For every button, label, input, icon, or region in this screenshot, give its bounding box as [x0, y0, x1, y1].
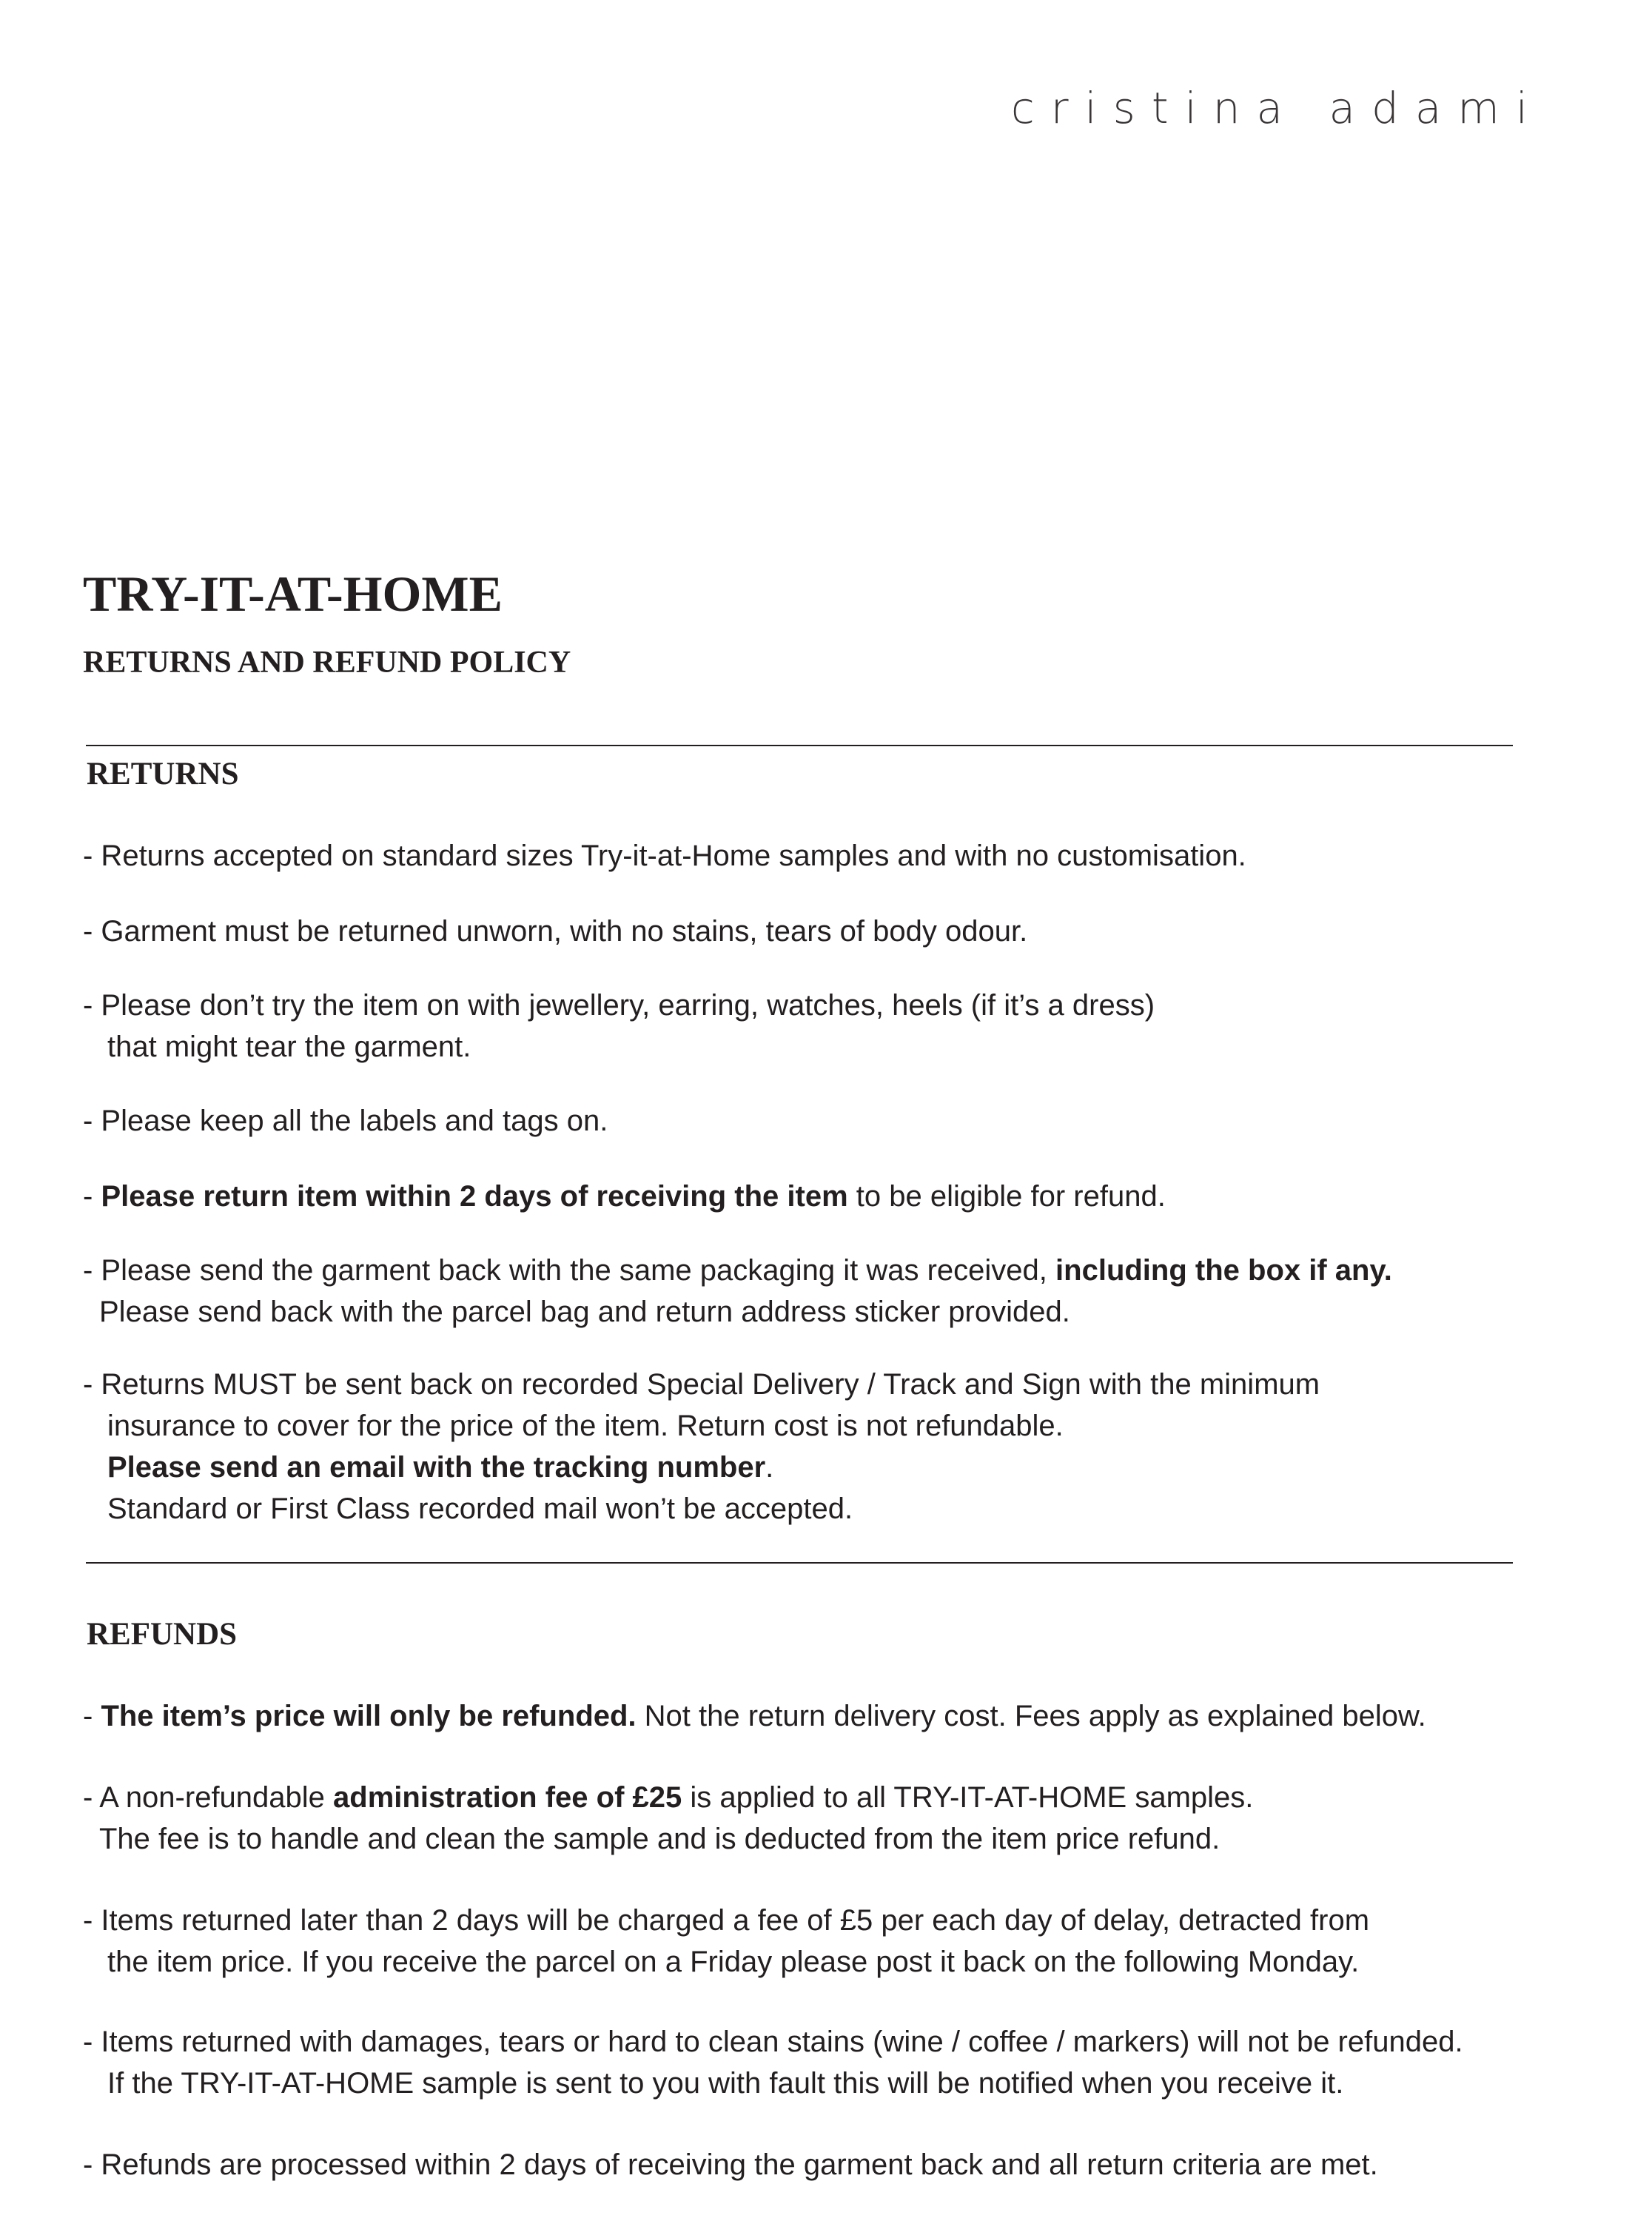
refunds-heading: REFUNDS	[87, 1617, 238, 1652]
emphasis-text: including the box if any.	[1055, 1254, 1392, 1287]
brand-logo: cristina adami	[1010, 83, 1544, 133]
refunds-item-price-only	[83, 1695, 1426, 1737]
refunds-item-text: - A non-refundable	[83, 1781, 334, 1814]
returns-item-line: - Returns MUST be sent back on recorded Special Delivery / Track and Sign with the minimum	[83, 1368, 1320, 1401]
refunds-item-text: is applied to all TRY-IT-AT-HOME samples.	[682, 1781, 1254, 1814]
returns-item-packaging	[83, 1250, 1392, 1333]
dash: -	[83, 1700, 101, 1732]
returns-item-line	[83, 1447, 1320, 1488]
section-divider	[86, 1562, 1513, 1564]
returns-item-jewellery	[83, 985, 1155, 1068]
returns-item-text: - Returns accepted on standard sizes Try-it-at-Home samples and with no customisation.	[83, 840, 1246, 872]
section-divider	[86, 745, 1513, 746]
refunds-item-text: Not the return delivery cost. Fees apply as explained below.	[636, 1700, 1426, 1732]
page-subtitle: RETURNS AND REFUND POLICY	[83, 646, 571, 680]
returns-item-text: - Please keep all the labels and tags on.	[83, 1105, 608, 1137]
refunds-item-line: - Items returned later than 2 days will be charged a fee of £5 per each day of delay, detracted from	[83, 1904, 1370, 1937]
returns-item-text: .	[765, 1451, 774, 1484]
returns-item-line: - Please don’t try the item on with jewellery, earring, watches, heels (if it’s a dress)	[83, 989, 1155, 1022]
returns-item-standard-sizes	[83, 835, 1246, 877]
emphasis-text: administration fee of £25	[333, 1781, 682, 1814]
returns-item-line	[83, 1250, 1392, 1291]
refunds-item-line	[83, 1777, 1253, 1818]
returns-item-two-days	[83, 1176, 1166, 1217]
emphasis-text: The item’s price will only be refunded.	[101, 1700, 637, 1732]
returns-item-text: - Garment must be returned unworn, with no stains, tears of body odour.	[83, 915, 1028, 948]
emphasis-text: Please return item within 2 days of receiving the item	[101, 1180, 848, 1213]
refunds-item-line: the item price. If you receive the parcel on a Friday please post it back on the following Monday.	[107, 1946, 1360, 1978]
returns-item-line: Please send back with the parcel bag and return address sticker provided.	[99, 1296, 1070, 1328]
returns-item-line: that might tear the garment.	[107, 1031, 471, 1063]
refunds-item-line: The fee is to handle and clean the sample and is deducted from the item price refund.	[99, 1823, 1220, 1855]
refunds-item-processing	[83, 2144, 1378, 2185]
returns-item-text: to be eligible for refund.	[847, 1180, 1166, 1213]
refunds-item-text: - Refunds are processed within 2 days of receiving the garment back and all return criteria are met.	[83, 2148, 1378, 2181]
page-title: TRY-IT-AT-HOME	[83, 566, 503, 622]
returns-item-special-delivery	[83, 1364, 1320, 1530]
returns-heading: RETURNS	[87, 757, 239, 791]
returns-item-line: insurance to cover for the price of the item. Return cost is not refundable.	[107, 1410, 1064, 1442]
returns-item-line: Standard or First Class recorded mail won’t be accepted.	[107, 1493, 853, 1525]
returns-item-unworn	[83, 911, 1027, 952]
refunds-item-line: If the TRY-IT-AT-HOME sample is sent to you with fault this will be notified when you receive it.	[107, 2067, 1344, 2100]
refunds-item-damages	[83, 2021, 1463, 2104]
refunds-item-admin-fee	[83, 1777, 1253, 1860]
dash: -	[83, 1180, 101, 1213]
returns-item-labels	[83, 1100, 608, 1142]
returns-item-line	[83, 1176, 1166, 1217]
refunds-item-line: - Items returned with damages, tears or hard to clean stains (wine / coffee / markers) will not be refunded.	[83, 2026, 1463, 2058]
refunds-item-line	[83, 1695, 1426, 1737]
emphasis-text: Please send an email with the tracking number	[107, 1451, 766, 1484]
refunds-item-late-fee	[83, 1900, 1369, 1983]
returns-item-text: - Please send the garment back with the same packaging it was received,	[83, 1254, 1056, 1287]
